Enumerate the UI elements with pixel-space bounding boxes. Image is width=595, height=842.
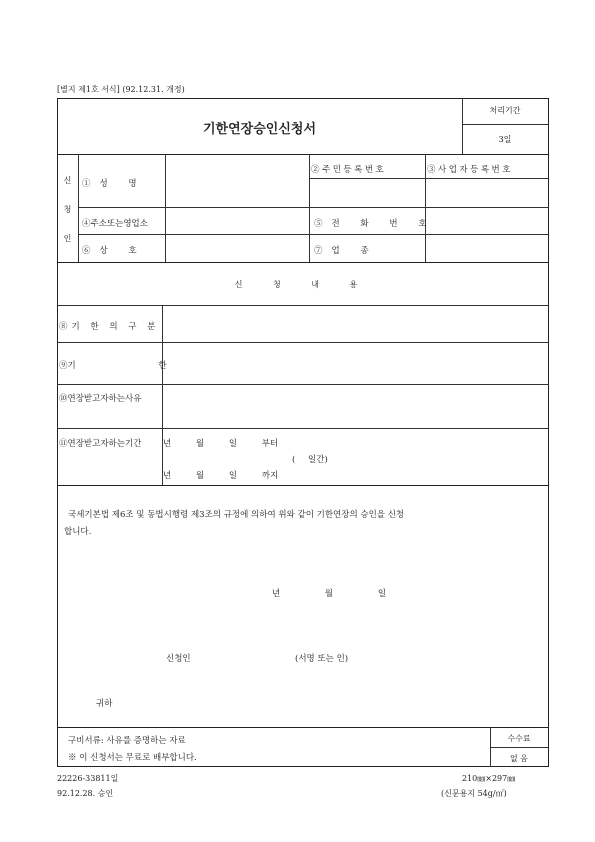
applicant-side-label-2: 청 bbox=[63, 205, 72, 214]
business-type-label: ⑦업 종 bbox=[314, 246, 378, 256]
business-number-label: ③사업자등록번호 bbox=[427, 165, 513, 175]
application-date: 년 월 일 bbox=[272, 589, 387, 599]
form-number: [별지 제1호 서식] (92.12.31. 개정) bbox=[57, 85, 185, 94]
period-days: ( 일간) bbox=[292, 455, 328, 465]
company-field[interactable] bbox=[166, 235, 308, 261]
form-code: 22226-33811일 bbox=[57, 774, 119, 783]
recipient-label: 귀하 bbox=[96, 699, 113, 709]
period-to: 년 월 일 까지 bbox=[163, 471, 279, 481]
processing-period-value: 3일 bbox=[498, 135, 512, 144]
applicant-side-label-3: 인 bbox=[63, 234, 72, 243]
phone-label: ⑤전 화 번 호 bbox=[314, 219, 436, 229]
signature-note: (서명 또는 인) bbox=[295, 654, 349, 664]
deadline-field[interactable] bbox=[163, 343, 547, 383]
resident-number-field[interactable] bbox=[310, 179, 424, 206]
required-documents: 구비서류: 사유를 증명하는 자료 bbox=[68, 736, 186, 746]
form-title: 기한연장승인신청서 bbox=[202, 122, 317, 137]
business-type-field[interactable] bbox=[426, 235, 547, 261]
paper-type: (신문용지 54g/㎡) bbox=[441, 789, 507, 798]
declaration-text-line2: 합니다. bbox=[64, 527, 92, 537]
reason-field[interactable] bbox=[163, 385, 547, 427]
applicant-signature-label: 신청인 bbox=[166, 654, 191, 664]
period-from: 년 월 일 부터 bbox=[163, 439, 279, 449]
declaration-text-line1: 국세기본법 제6조 및 동법시행령 제3조의 규정에 의하여 위와 같이 기한연장의 승인을 신청 bbox=[68, 510, 405, 520]
deadline-type-label: ⑧기 한 의 구 분 bbox=[59, 322, 160, 332]
free-distribution-note: ※ 이 신청서는 무료로 배부합니다. bbox=[68, 753, 197, 763]
name-field[interactable] bbox=[166, 155, 308, 206]
resident-number-label: ②주민등록번호 bbox=[311, 165, 387, 175]
period-label: ⑪연장받고자하는기간 bbox=[59, 439, 142, 449]
deadline-label: ⑨기 한 bbox=[59, 361, 167, 371]
applicant-side-label-1: 신 bbox=[63, 176, 72, 185]
fee-value: 없 음 bbox=[510, 754, 528, 763]
business-number-field[interactable] bbox=[426, 179, 547, 206]
deadline-type-field[interactable] bbox=[163, 306, 547, 341]
company-label: ⑥상 호 bbox=[82, 246, 146, 256]
content-heading: 신 청 내 용 bbox=[234, 280, 372, 289]
name-label: ①성 명 bbox=[82, 179, 146, 189]
approval-date: 92.12.28. 승인 bbox=[57, 789, 114, 798]
address-field[interactable] bbox=[166, 208, 308, 233]
reason-label: ⑩연장받고자하는사유 bbox=[59, 394, 142, 404]
processing-period-label: 처리기간 bbox=[489, 106, 521, 115]
phone-field[interactable] bbox=[426, 208, 547, 233]
address-label: ④주소또는영업소 bbox=[82, 219, 148, 229]
fee-label: 수수료 bbox=[507, 734, 531, 743]
paper-size: 210㎜×297㎜ bbox=[462, 774, 516, 783]
